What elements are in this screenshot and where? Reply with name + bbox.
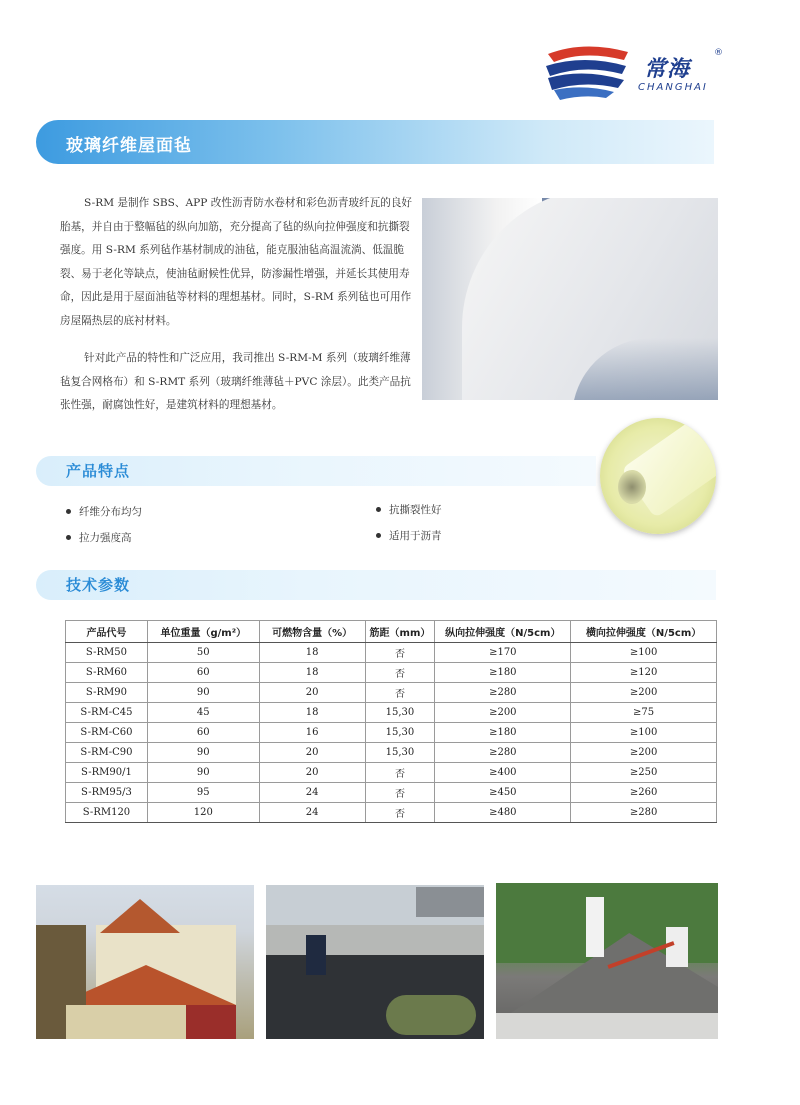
- table-cell: S-RM-C90: [66, 743, 148, 763]
- bullet-icon: [376, 533, 381, 538]
- table-cell: ≥280: [435, 683, 571, 703]
- table-cell: 20: [259, 743, 365, 763]
- table-cell: 20: [259, 763, 365, 783]
- table-cell: 120: [147, 803, 259, 823]
- feature-item: [376, 502, 442, 517]
- table-cell: 否: [365, 763, 435, 783]
- table-cell: S-RM90: [66, 683, 148, 703]
- column-header: 纵向拉伸强度（N/5cm）: [435, 621, 571, 643]
- brand-name-en: CHANGHAI: [638, 82, 708, 93]
- table-cell: 95: [147, 783, 259, 803]
- column-header: 筋距（mm）: [365, 621, 435, 643]
- table-cell: 否: [365, 783, 435, 803]
- table-cell: 60: [147, 663, 259, 683]
- table-cell: 90: [147, 683, 259, 703]
- feature-item: [376, 528, 442, 543]
- table-header-row: [66, 621, 717, 643]
- table-cell: 24: [259, 783, 365, 803]
- intro-paragraph-1: S-RM 是制作 SBS、APP 改性沥青防水卷材和彩色沥青玻纤瓦的良好胎基，并自由于整幅毡的纵向加筋，充分提高了毡的纵向拉伸强度和抗撕裂强度。用 S-RM 系列毡作基材制成的油毡，能克服油毡高温流淌、低温脆裂、易于老化等缺点，使油毡耐候性优异，防渗漏性增强，并延长其使用寿命，因此是用于屋面油毡等材料的理想基材。同时，S-RM 系列毡也可用作房屋隔热层的底衬材料。: [60, 197, 413, 327]
- table-cell: ≥250: [571, 763, 717, 783]
- table-cell: ≥100: [571, 723, 717, 743]
- table-cell: ≥260: [571, 783, 717, 803]
- table-cell: 18: [259, 703, 365, 723]
- spec-table: [65, 620, 717, 823]
- table-cell: S-RM60: [66, 663, 148, 683]
- shingle-roof-photo: [496, 883, 718, 1039]
- table-cell: ≥480: [435, 803, 571, 823]
- table-cell: 15,30: [365, 723, 435, 743]
- fiberglass-mat-photo: [422, 198, 718, 400]
- table-row: [66, 783, 717, 803]
- table-cell: 20: [259, 683, 365, 703]
- bullet-icon: [66, 509, 71, 514]
- intro-paragraph-2: 针对此产品的特性和广泛应用，我司推出 S-RM-M 系列（玻璃纤维薄毡复合网格布）和 S-RMT 系列（玻璃纤维薄毡＋PVC 涂层）。此类产品抗张性强，耐腐蚀性好，是建筑材料的理想基材。: [60, 352, 411, 411]
- page-title: 玻璃纤维屋面毡: [66, 136, 192, 156]
- table-cell: 否: [365, 663, 435, 683]
- table-cell: ≥200: [435, 703, 571, 723]
- table-cell: ≥180: [435, 663, 571, 683]
- table-row: [66, 723, 717, 743]
- registered-mark: ®: [714, 48, 723, 58]
- title-banner: [36, 120, 714, 164]
- table-cell: ≥170: [435, 643, 571, 663]
- feature-label: 拉力强度高: [79, 532, 132, 544]
- feature-label: 抗撕裂性好: [389, 504, 442, 516]
- table-cell: 24: [259, 803, 365, 823]
- specs-title: 技术参数: [66, 576, 131, 594]
- feature-item: [66, 504, 142, 519]
- table-cell: 50: [147, 643, 259, 663]
- table-cell: 18: [259, 663, 365, 683]
- table-cell: 15,30: [365, 703, 435, 723]
- table-cell: ≥200: [571, 743, 717, 763]
- table-cell: ≥200: [571, 683, 717, 703]
- brand-logo: [544, 44, 744, 104]
- table-cell: ≥120: [571, 663, 717, 683]
- house-roof-photo: [36, 885, 254, 1039]
- table-row: [66, 703, 717, 723]
- feature-label: 纤维分布均匀: [79, 506, 142, 518]
- feature-label: 适用于沥青: [389, 530, 442, 542]
- feature-item: [66, 530, 132, 545]
- table-cell: 90: [147, 763, 259, 783]
- table-cell: 否: [365, 643, 435, 663]
- table-cell: S-RM95/3: [66, 783, 148, 803]
- specs-banner: [36, 570, 716, 600]
- table-cell: S-RM-C45: [66, 703, 148, 723]
- bullet-icon: [376, 507, 381, 512]
- table-row: [66, 643, 717, 663]
- table-cell: S-RM-C60: [66, 723, 148, 743]
- table-row: [66, 683, 717, 703]
- column-header: 单位重量（g/m²）: [147, 621, 259, 643]
- column-header: 横向拉伸强度（N/5cm）: [571, 621, 717, 643]
- table-row: [66, 803, 717, 823]
- table-cell: ≥400: [435, 763, 571, 783]
- table-cell: ≥280: [571, 803, 717, 823]
- table-cell: 60: [147, 723, 259, 743]
- intro-text: [60, 192, 412, 418]
- table-cell: S-RM120: [66, 803, 148, 823]
- features-title: 产品特点: [66, 462, 131, 480]
- features-banner: [36, 456, 596, 486]
- table-cell: ≥450: [435, 783, 571, 803]
- table-cell: ≥280: [435, 743, 571, 763]
- bullet-icon: [66, 535, 71, 540]
- column-header: 可燃物含量（%）: [259, 621, 365, 643]
- table-cell: S-RM90/1: [66, 763, 148, 783]
- table-cell: 否: [365, 803, 435, 823]
- roof-installation-photo: [266, 885, 484, 1039]
- changhai-logo-mark-icon: [544, 44, 630, 100]
- table-cell: ≥100: [571, 643, 717, 663]
- table-cell: 否: [365, 683, 435, 703]
- brand-name-cn: 常海: [644, 57, 691, 82]
- table-cell: 45: [147, 703, 259, 723]
- table-row: [66, 663, 717, 683]
- fiberglass-roll-photo: [600, 418, 716, 534]
- table-cell: ≥180: [435, 723, 571, 743]
- table-row: [66, 763, 717, 783]
- table-cell: 90: [147, 743, 259, 763]
- table-cell: 15,30: [365, 743, 435, 763]
- table-cell: ≥75: [571, 703, 717, 723]
- table-cell: S-RM50: [66, 643, 148, 663]
- table-row: [66, 743, 717, 763]
- table-cell: 18: [259, 643, 365, 663]
- table-cell: 16: [259, 723, 365, 743]
- column-header: 产品代号: [66, 621, 148, 643]
